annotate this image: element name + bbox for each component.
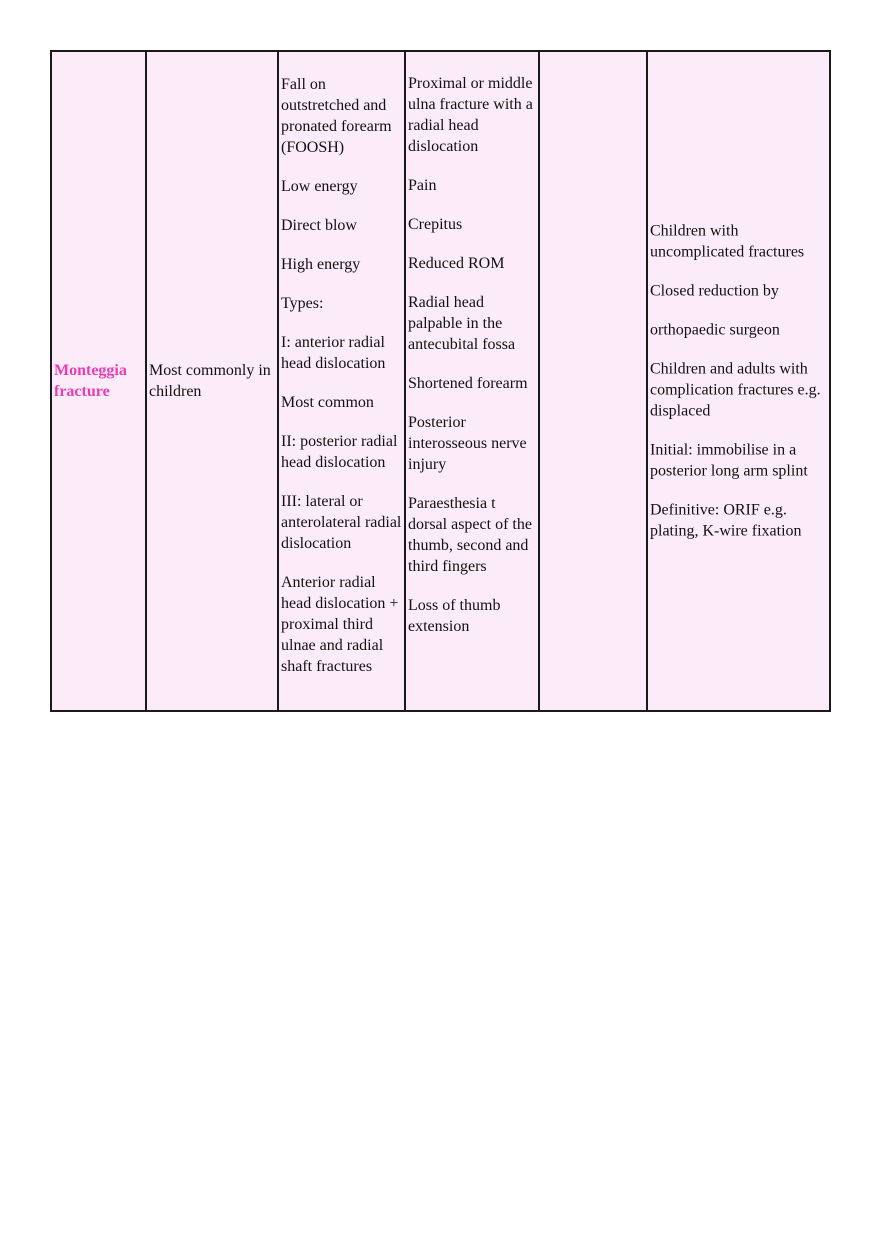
mechanism-list [281,74,404,677]
mechanism-item: Fall on outstretched and pronated forearm (FOOSH) [281,76,392,156]
management-item: Children and adults with complication fractures e.g. displaced [650,360,821,420]
feature-item: Reduced ROM [408,255,505,272]
management-item: Initial: immobilise in a posterior long arm splint [650,441,808,480]
mechanism-item: Types: [281,295,324,312]
mechanism-item: Low energy [281,178,358,195]
feature-item: Paraesthesia t dorsal aspect of the thumb, second and third fingers [408,495,532,575]
cell-investigations [538,52,647,710]
feature-item: Crepitus [408,216,463,233]
mechanism-item: Direct blow [281,217,357,234]
features-list [408,73,538,637]
mechanism-item: High energy [281,256,361,273]
management-item: Children with uncomplicated fractures [650,222,805,261]
cell-mechanism [277,52,405,710]
feature-item: Proximal or middle ulna fracture with a radial head dislocation [408,75,533,155]
cell-fracture-name [50,52,146,710]
management-item: orthopaedic surgeon [650,321,780,339]
feature-item: Radial head palpable in the antecubital fossa [408,294,516,353]
management-list [650,221,828,542]
feature-item: Shortened forearm [408,375,528,392]
mechanism-item: III: lateral or anterolateral radial dislocation [281,493,402,552]
feature-item: Loss of thumb extension [408,597,501,635]
management-item: Definitive: ORIF e.g. plating, K-wire fixation [650,501,802,540]
cell-features [404,52,539,710]
epidemiology-text: Most commonly in children [149,362,271,400]
feature-item: Posterior interosseous nerve injury [408,414,527,473]
fracture-table [50,50,831,712]
cell-management [646,52,831,710]
cell-epidemiology [145,52,278,710]
mechanism-item: Most common [281,394,374,411]
feature-item: Pain [408,177,437,194]
mechanism-item: II: posterior radial head dislocation [281,433,398,471]
fracture-name: Monteggia fracture [54,362,127,400]
mechanism-item: I: anterior radial head dislocation [281,334,386,372]
mechanism-item: Anterior radial head dislocation + proximal third ulnae and radial shaft fractures [281,574,399,675]
management-item: Closed reduction by [650,282,779,300]
